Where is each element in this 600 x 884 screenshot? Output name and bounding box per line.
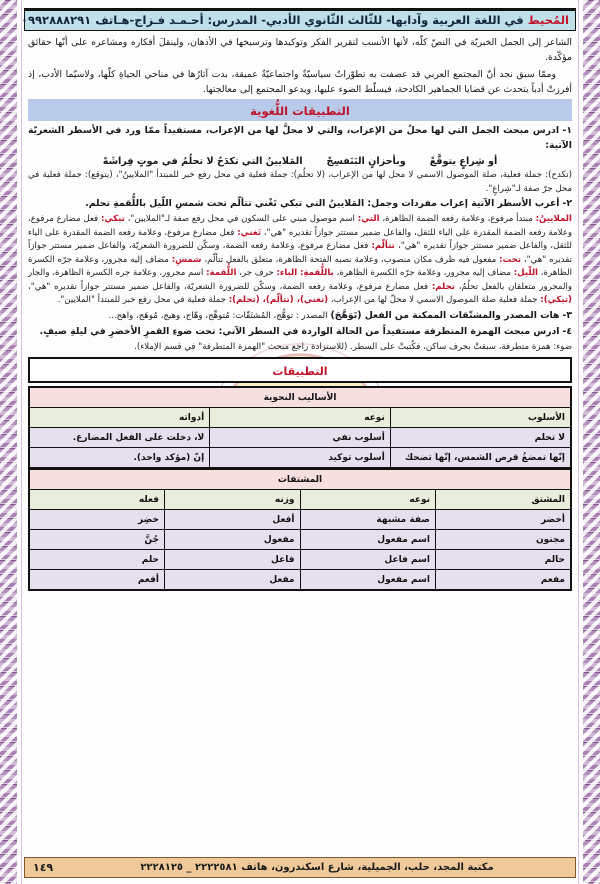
exercise-2-answer: [28, 213, 572, 308]
table-row: [29, 510, 571, 530]
decorative-border-left: [0, 0, 17, 884]
exercise-1-prompt: [28, 124, 572, 154]
exercise-3-prompt: [28, 309, 572, 324]
col-header-type: نوعه: [210, 408, 391, 428]
applications-title-box: [28, 357, 572, 383]
cell-type: صفة مشبهة: [300, 510, 436, 530]
col-header-style: الأسلوب: [390, 408, 571, 428]
table-grammar-styles: [28, 386, 572, 469]
exercise-2-number: ٢-: [562, 198, 572, 210]
table-section-row: [29, 470, 571, 490]
parse-term-10: اللُّقمة: اسم مجرور، وعلامة جره الكسرة الظاهرة، والجار والمجرور متعلقان بالفعل تحلُمُ،: [28, 268, 573, 292]
parse-term-9: الباء: حرف جر،: [236, 268, 298, 279]
parse-term-7: اللّيل: مضاف إليه مجرور، وعلامة جرّه الكسرة الظاهرة،: [333, 268, 538, 279]
parse-term-4: تتألّم: فعل مضارع مرفوع، وعلامة رفعه الضمة، وسكّن للضرورة الشعريّة، والفاعل ضمير مستتر جوازاً تقديره "هي"،: [28, 241, 572, 265]
cell-pattern: مفعول: [165, 530, 301, 550]
page-rule-right: [578, 0, 579, 884]
cell-style: لا تحلم: [390, 428, 571, 448]
cell-pattern: أفعل: [165, 510, 301, 530]
parse-term-1: التي: اسم موصول مبني على السكون في محل رفع صفة لـ"الملايين"،: [124, 213, 380, 224]
cell-pattern: فاعل: [165, 550, 301, 570]
cell-style: إنّها تمضغُ قرص الشمس، إنّها تضحك: [390, 448, 571, 469]
cell-type: أسلوب نفي: [210, 428, 391, 448]
parse-term-8: باللُّقمةِ:: [300, 268, 334, 279]
parse-term-5: تحت: مفعول فيه ظرف مكان منصوب، وعلامة نصبه الفتحة الظاهرة، متعلق بالفعل تتألّم،: [201, 254, 522, 265]
layout-spacer: [24, 721, 576, 851]
exercise-3-number: ٣-: [562, 310, 572, 322]
page-header: [21, 8, 576, 31]
exercise-4-answer: ضوء: همزة متطرفة، سبقتْ بحرف ساكن، فكُتبتْ على السطر. (للاستزادة راجع مبحث "الهمزة المتطرفة" في قسم الإملاء).: [134, 341, 572, 352]
cell-tools: إنّ (مؤكد واحد).: [29, 448, 210, 469]
cell-type: اسم مفعول: [300, 530, 436, 550]
table-derivatives: [28, 469, 572, 591]
cell-type: اسم مفعول: [300, 570, 436, 591]
page-body: [24, 31, 576, 721]
cell-verb: جُنَّ: [29, 530, 165, 550]
exercise-4-text: ادرس مبحث الهمزة المتطرفة مستفيداً من الحالة الواردة في السطر الآتي: تحت ضوءِ القمرِ الأخضرِ في ليلةِ صيفٍ.: [39, 325, 560, 337]
verse-segment-2: وبأحزانٍ البَنَفسِجْ: [326, 155, 406, 167]
header-brand: المُحيط: [527, 13, 569, 27]
intro-paragraph-2: وممّا سبق نجد أنّ المجتمع العربي قد عصفت به تطوّراتٌ سياسيّةٌ واجتماعيّةٌ عميقة، بدت آثارُها في مناحي الحياةِ كلّها، ولاسيّما الأدب، إذ أفرزتْ أدباً يتحدث عن قضايا الجماهير الكادحة، فيسلّط الضوء عليها، ويدعو المجتمع إلى معالجتها.: [28, 69, 572, 96]
page-rule-left: [21, 0, 22, 884]
table-section-row: [29, 387, 571, 408]
cell-verb: حلم: [29, 550, 165, 570]
table-row: [29, 448, 571, 469]
exercise-1-text: ادرس مبحث الجمل التي لها محلٌ من الإعراب، والتي لا محلَّ لها من الإعراب، مستفيداً ممّا ورد في الأسطر الشعريّة الآتية:: [28, 125, 572, 152]
table-row: [29, 530, 571, 550]
exercise-1-answer: (تكدح): جملة فعلية، صلة الموصول الاسمي لا محل لها من الإعراب، (لا تحلُم): جملة فعلية في محل رفع خبر للمبتدأ "الملايينُ"، (يتوقع): جملة فعلية في محل جرّ صفة لـ"شِراعٍ".: [28, 169, 572, 194]
table-row: [29, 428, 571, 448]
footer-address: مكتبة المجد، حلب، الجميلية، شارع اسكندرون، هاتف ٢٢٢٢٥٨١ _ ٢٢٢٨١٢٥: [140, 862, 494, 873]
table-section-title: المشتقات: [29, 470, 571, 490]
parse-term-3: تَغني: فعل مضارع مرفوع، وعلامة رفعه الضمة المقدرة على الياء للثقل، والفاعل ضمير مستتر جوازاً تقديره "هي"،: [28, 227, 572, 252]
col-header-type: نوعه: [300, 490, 436, 510]
table-section-title: الأساليب النحوية: [29, 387, 571, 408]
exercise-2-prompt: [28, 197, 572, 212]
section-title-language-applications: [28, 99, 572, 121]
cell-derivative: مفعم: [436, 570, 572, 591]
verse-segment-3: أو شِراعٍ يتوقَّعْ: [429, 155, 498, 167]
col-header-tools: أدواته: [29, 408, 210, 428]
cell-type: اسم فاعل: [300, 550, 436, 570]
cell-type: أسلوب توكيد: [210, 448, 391, 469]
page-footer: [24, 857, 576, 878]
exercise-2-text: أعرب الأسطر الآتية إعراب مفردات وجمل: المَلايينُ التي تبكي تَغْني تتألّم تحت شمسِ اللّيل باللُّقمةِ تحلم.: [85, 198, 560, 210]
table-header-row: [29, 490, 571, 510]
parse-term-13: (تغني)، (تتألّم)، (تحلم): جملة فعلية في محل رفع خبر للمبتدأ "الملايين".: [57, 295, 329, 306]
col-header-derivative: المشتق: [436, 490, 572, 510]
table-header-row: [29, 408, 571, 428]
exercise-4-prompt: [28, 325, 572, 340]
header-title-bar: [21, 11, 576, 31]
verse-segment-1: المَلايينُ التي تكدَحُ لا تحلُمُ في موتٍ فِراشَهْ: [102, 155, 303, 167]
parse-term-2: تبكي: فعل مضارع مرفوع، وعلامة رفعه الضمة المقدرة على الياء للثقل، والفاعل ضمير مستتر جوازاً تقديره "هي"،: [28, 213, 572, 238]
parse-term-0: الملايينُ: مبتدأ مرفوع، وعلامة رفعه الضمة الظاهرة،: [379, 213, 572, 224]
parse-term-11: تحلم: فعل مضارع مرفوع، وعلامة رفعه الضمة، وسكّن للضرورة الشعريّة، والفاعل ضمير مستتر جوازاً تقديره "هي"،: [28, 281, 455, 292]
decorative-border-right: [583, 0, 600, 884]
cell-verb: أفعم: [29, 570, 165, 591]
page-number: ١٤٩: [33, 861, 54, 874]
table-row: [29, 550, 571, 570]
table-row: [29, 570, 571, 591]
exercise-1-verse: [28, 156, 572, 167]
col-header-verb: فعله: [29, 490, 165, 510]
cell-derivative: حالم: [436, 550, 572, 570]
exercise-4-number: ٤-: [562, 325, 572, 337]
parse-term-6: شمسِ: مضاف إليه مجرور، وعلامة جرّه الكسرة الظاهرة،: [28, 254, 572, 279]
cell-derivative: أخضر: [436, 510, 572, 530]
header-subtitle: في اللغة العربية وآدابها- للثّالث الثّانوي الأدبي- المدرس: أحـمـد فـزاج-هـاتف ٠٩٩٢٨٨٨٢٩١: [21, 13, 528, 27]
col-header-pattern: وزنه: [165, 490, 301, 510]
intro-paragraph-1: الشاعر إلى الجمل الخبريّة في النصّ كلّه، لأنها الأنسب لتقرير الفكر وتوكيدها وترسيخها في الأذهان، ولينقلَ أفكاره ومشاعره على أنّها حقائق مؤكّدة.: [28, 37, 572, 64]
exercise-3-text: هات المصدر والمشتّقات الممكنة من الفعل (تَوَهَّجَ): [330, 310, 560, 322]
cell-verb: خضِر: [29, 510, 165, 530]
cell-derivative: مجنون: [436, 530, 572, 550]
exercise-3-answer: المصدر : توهُّج، المُشتَقّات: مُتوهِّج، وهّاج، وهيج، مُوهَج، واهج...: [108, 311, 328, 322]
applications-title-label: التطبيقات: [272, 365, 328, 379]
exercise-1-number: ١-: [562, 125, 572, 137]
section-title-label: التطبيقات اللُّغوية: [250, 104, 350, 119]
cell-pattern: مفعل: [165, 570, 301, 591]
cell-tools: لا، دخلت على الفعل المضارع.: [29, 428, 210, 448]
parse-term-12: (تبكي): جملة فعلية صلة الموصول الاسمي لا محلّ لها من الإعراب،: [328, 295, 572, 306]
